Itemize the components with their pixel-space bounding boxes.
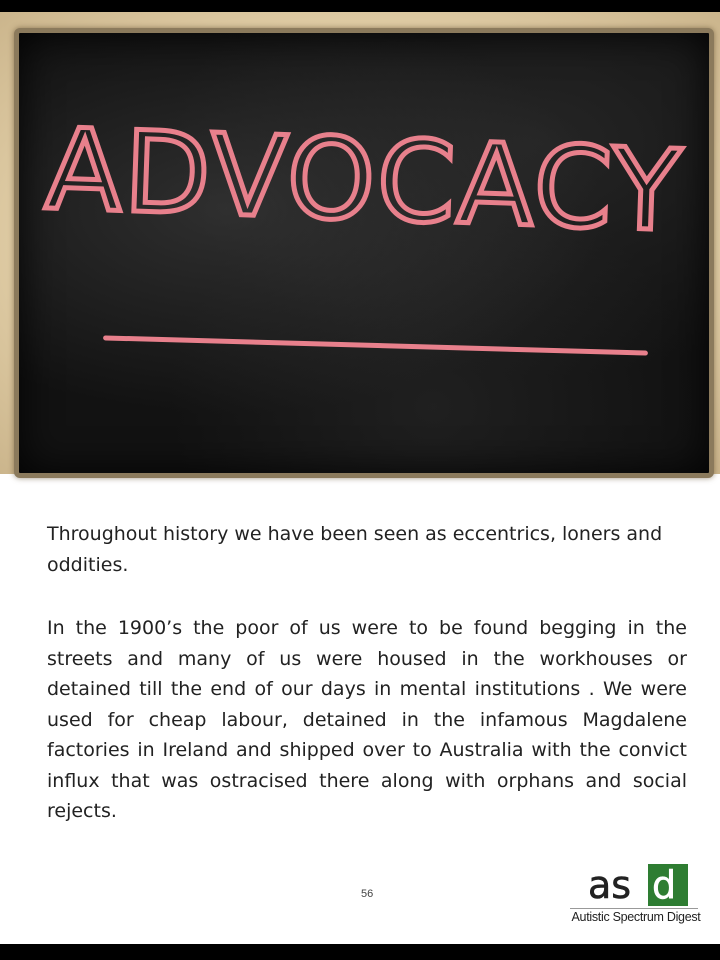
- banner-title: ADVOCACY: [43, 104, 685, 258]
- page-number: 56: [361, 888, 374, 900]
- document-page: [0, 12, 720, 944]
- asd-logo-mark: [582, 864, 694, 906]
- logo-letter-d: d: [652, 864, 677, 906]
- logo-tagline: Autistic Spectrum Digest: [571, 910, 701, 924]
- chalkboard-banner: [0, 12, 720, 474]
- paragraph-1: Throughout history we have been seen as eccentrics, loners and oddities.: [47, 523, 663, 576]
- chalkboard: [14, 28, 714, 478]
- asd-logo: [566, 864, 706, 934]
- logo-letters-as: as: [588, 864, 632, 906]
- paragraph-2: In the 1900’s the poor of us were to be found begging in the streets and many of us were housed in the workhouses or detained till the end of our days in mental institutions . We were used for cheap labour, detained in the infamous Magdalene factories in Ireland and shipped over to Australia with the convict influx that was ostracised there along with orphans and social rejects.: [47, 617, 687, 822]
- chalk-underline: [103, 335, 648, 355]
- logo-divider: [570, 908, 698, 909]
